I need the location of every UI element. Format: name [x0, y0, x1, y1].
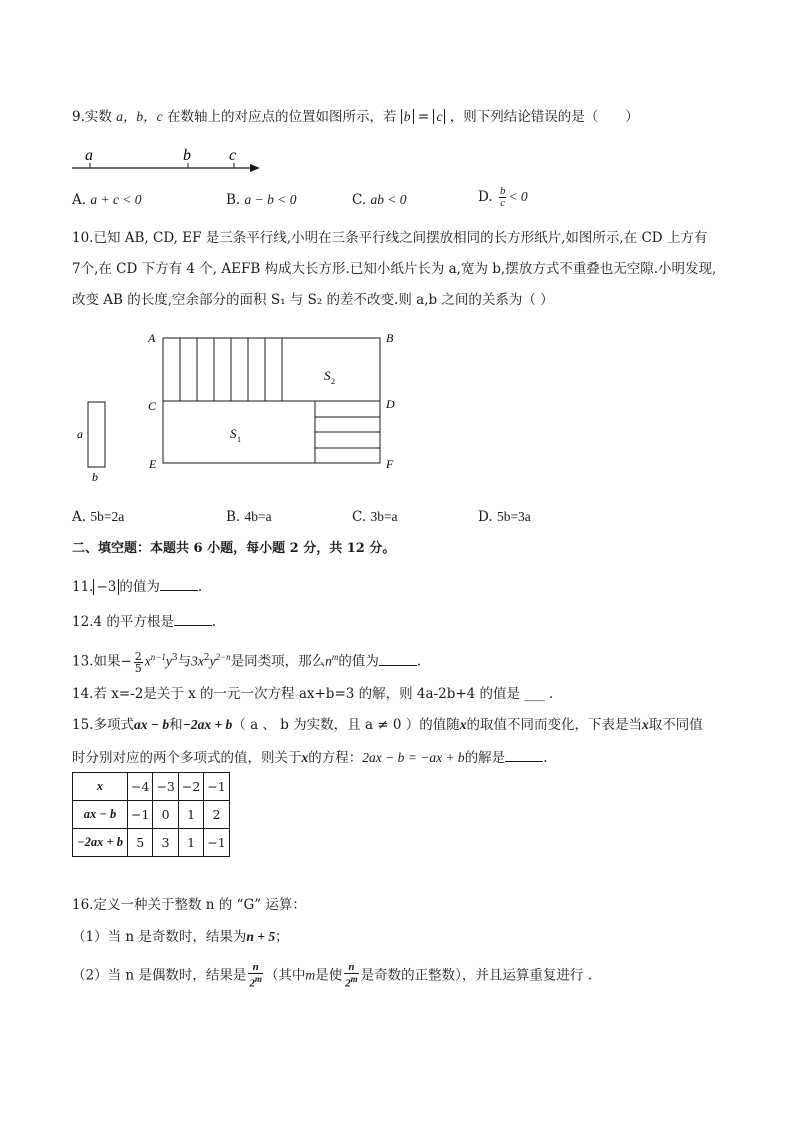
table-cell: −1 — [204, 829, 229, 857]
table-cell: 2 — [204, 801, 229, 829]
q15-and: 和 — [169, 717, 183, 733]
q12: 12.4 的平方根是 . — [72, 614, 217, 630]
label-S1: S — [230, 426, 237, 441]
label-S1-sub: 1 — [237, 435, 241, 444]
label-c: c — [229, 147, 237, 164]
q9-cond-c: c — [433, 109, 445, 124]
q13-t4: y — [209, 653, 216, 669]
q15-l1a: 15.多项式 — [72, 717, 134, 733]
q9-stem-vars: a，b，c — [116, 109, 163, 124]
q10-option-d[interactable] — [478, 509, 531, 525]
q13-mid: 与 — [177, 653, 192, 670]
q16-l2a: （1）当 n 是奇数时，结果为 — [72, 929, 247, 945]
q15-value-table — [72, 772, 230, 857]
number-line-arrow — [250, 164, 260, 172]
table-row — [73, 773, 230, 801]
q16-line2 — [72, 928, 289, 946]
q16-l3b: （其中 — [264, 967, 306, 984]
q16-line1: 16.定义一种关于整数 n 的 “G” 运算： — [72, 897, 306, 913]
q13-t4-sup: 2−n — [215, 652, 231, 662]
q9-cond-b: b — [401, 109, 414, 124]
option-expr: 4b=a — [244, 509, 272, 524]
option-label: D. — [478, 189, 493, 205]
q9-stem-a: 9.实数 — [72, 109, 112, 125]
option-expr: 5b=3a — [496, 509, 531, 524]
q13-t1-sup: n−1 — [150, 652, 166, 662]
q11-tail: 的值为 — [119, 579, 160, 595]
table-cell: −2 — [178, 773, 203, 801]
q9-option-a[interactable] — [72, 192, 142, 208]
q10-line1: 10.已知 AB, CD, EF 是三条平行线,小明在三条平行线之间摆放相同的长方形纸片,如图所示,在 CD 上方有 — [72, 230, 708, 246]
q13-m-sup: m — [331, 652, 339, 662]
q9-option-b[interactable] — [226, 192, 297, 208]
option-expr: < 0 — [508, 189, 528, 204]
table-header-expr2: −2ax + b — [73, 829, 128, 857]
label-B: B — [386, 331, 394, 345]
q12-text: 12.4 的平方根是 — [72, 614, 174, 630]
q16-fraction-1: $\frac{n}{2^m}$ — [249, 961, 262, 990]
label-a: a — [77, 427, 83, 441]
q15-x2: x — [642, 717, 649, 732]
q9-option-c[interactable] — [352, 192, 407, 208]
table-cell: −3 — [153, 773, 178, 801]
q16-line3 — [72, 962, 592, 990]
option-fraction: $\frac{b}{c}$ — [499, 185, 506, 209]
q16-l2b: ； — [275, 929, 289, 945]
label-C: C — [148, 399, 157, 413]
option-expr: 5b=2a — [90, 509, 125, 524]
q10-option-c[interactable] — [352, 509, 398, 525]
table-cell: −1 — [128, 801, 153, 829]
q12-answer-blank[interactable] — [174, 612, 212, 626]
label-b: b — [92, 470, 98, 484]
q15-equation: 2ax − b = −ax + b — [362, 750, 465, 765]
option-label: D. — [478, 509, 493, 525]
q15-l1b: 的取值不同而变化，下表是当 — [466, 717, 643, 733]
q10-figure — [74, 328, 414, 488]
q11-abs: −3 — [93, 579, 119, 595]
option-label: B. — [226, 509, 241, 525]
label-A: A — [148, 331, 156, 345]
option-expr: ab < 0 — [370, 192, 407, 207]
lower-strips — [315, 401, 380, 463]
q9-stem-b: 在数轴上的对应点的位置如图所示，若 — [166, 109, 397, 125]
q13-t1: x — [144, 653, 151, 669]
q16-l3d: 是奇数的正整数），并且运算重复进行 . — [360, 967, 592, 984]
q10-line3: 改变 AB 的长度,空余部分的面积 S₁ 与 S₂ 的差不改变.则 a,b 之间的关系为（ ） — [72, 292, 554, 308]
option-expr: a − b < 0 — [244, 192, 297, 207]
q10-option-a[interactable] — [72, 509, 124, 525]
small-paper — [88, 402, 105, 467]
q13-t2: y — [165, 653, 172, 669]
q11-answer-blank[interactable] — [160, 577, 198, 591]
q13-t2-sup: 3 — [171, 653, 178, 663]
q10-option-b[interactable] — [226, 509, 272, 525]
q13-t3-sup: 2 — [203, 653, 210, 663]
q15-x: x — [459, 717, 467, 732]
table-row — [73, 801, 230, 829]
q9-option-d[interactable] — [478, 186, 528, 209]
option-label: A. — [72, 192, 87, 208]
q16-expr: n + 5 — [246, 929, 276, 944]
option-label: C. — [352, 509, 367, 525]
q13-tail: 是同类项，那么 — [230, 653, 326, 670]
q13-t3: 3x — [191, 653, 204, 669]
q11-num: 11. — [72, 579, 94, 595]
q15-l2c: 的解是 — [464, 750, 506, 766]
q16-l3c: 是使 — [315, 967, 343, 984]
section-heading: 二、填空题：本题共 6 小题，每小题 2 分，共 12 分。 — [72, 541, 396, 556]
table-cell: 5 — [128, 829, 153, 857]
q15-line1 — [72, 716, 703, 734]
q15-line2: 时分别对应的两个多项式的值，则关于x的方程：2ax − b = −ax + b的解是 . — [72, 750, 548, 766]
q13-a: 13.如果 — [72, 653, 121, 670]
q15-x3: x — [301, 750, 309, 765]
table-cell: 1 — [178, 801, 203, 829]
label-a: a — [85, 147, 93, 164]
option-expr: 3b=a — [370, 509, 398, 524]
q11: 11. −3 的值为 . — [72, 579, 203, 595]
q9-cond-eq: = — [413, 109, 434, 125]
option-label: C. — [352, 192, 367, 208]
q15-answer-blank[interactable] — [505, 748, 543, 762]
q15-paren: （ a 、 b 为实数，且 a ≠ 0 ）的值随 — [232, 717, 460, 733]
q16-fraction-2: $\frac{n}{2^m}$ — [345, 961, 358, 990]
option-label: A. — [72, 509, 87, 525]
q15-expr1: ax − b — [133, 717, 170, 732]
label-F: F — [386, 457, 394, 471]
q13-n: n — [325, 653, 332, 669]
q15-l2b: 的方程： — [308, 750, 363, 766]
q9-stem-c: ，则下列结论错误的是（ ） — [449, 109, 639, 125]
option-label: B. — [226, 192, 241, 208]
label-D: D — [386, 397, 395, 411]
label-S2-sub: 2 — [331, 377, 335, 386]
label-S2: S — [324, 368, 331, 383]
table-cell: 1 — [178, 829, 203, 857]
label-b: b — [183, 147, 191, 164]
q9-stem — [72, 108, 639, 126]
q13-fraction: $\frac{2}{5}$ — [134, 649, 142, 675]
table-cell: −4 — [128, 773, 153, 801]
q15-l2a: 时分别对应的两个多项式的值，则关于 — [72, 750, 302, 766]
q13-tail2: 的值为 — [338, 653, 379, 670]
option-expr: a + c < 0 — [90, 192, 142, 207]
q13: 13.如果− $\frac{2}{5}$ $x^{n-1}y^3$与$3x^2y^{2-n}$是同类项，那么$n^m$的值为 . — [72, 649, 422, 675]
upper-strips — [180, 338, 282, 401]
q15-l1c: 取不同值 — [648, 717, 703, 733]
table-cell: 0 — [153, 801, 178, 829]
label-E: E — [149, 457, 157, 471]
q15-expr2: −2ax + b — [182, 717, 233, 732]
table-row — [73, 829, 230, 857]
table-header-x: x — [73, 773, 128, 801]
q9-number-line — [72, 142, 272, 178]
q13-neg: − — [120, 653, 132, 670]
q14: 14.若 x=-2是关于 x 的一元一次方程 ax+b=3 的解，则 4a-2b+4 的值是 ___ . — [72, 686, 554, 702]
table-cell: 3 — [153, 829, 178, 857]
q10-line2: 7个,在 CD 下方有 4 个, AEFB 构成大长方形.已知小纸片长为 a,宽为 b,摆放方式不重叠也无空隙.小明发现, — [72, 261, 717, 277]
q16-m: m — [305, 967, 316, 983]
q16-l3a: （2）当 n 是偶数时，结果是 — [72, 967, 247, 984]
table-header-expr1: ax − b — [73, 801, 128, 829]
table-cell: −1 — [204, 773, 229, 801]
q13-answer-blank[interactable] — [379, 652, 417, 666]
